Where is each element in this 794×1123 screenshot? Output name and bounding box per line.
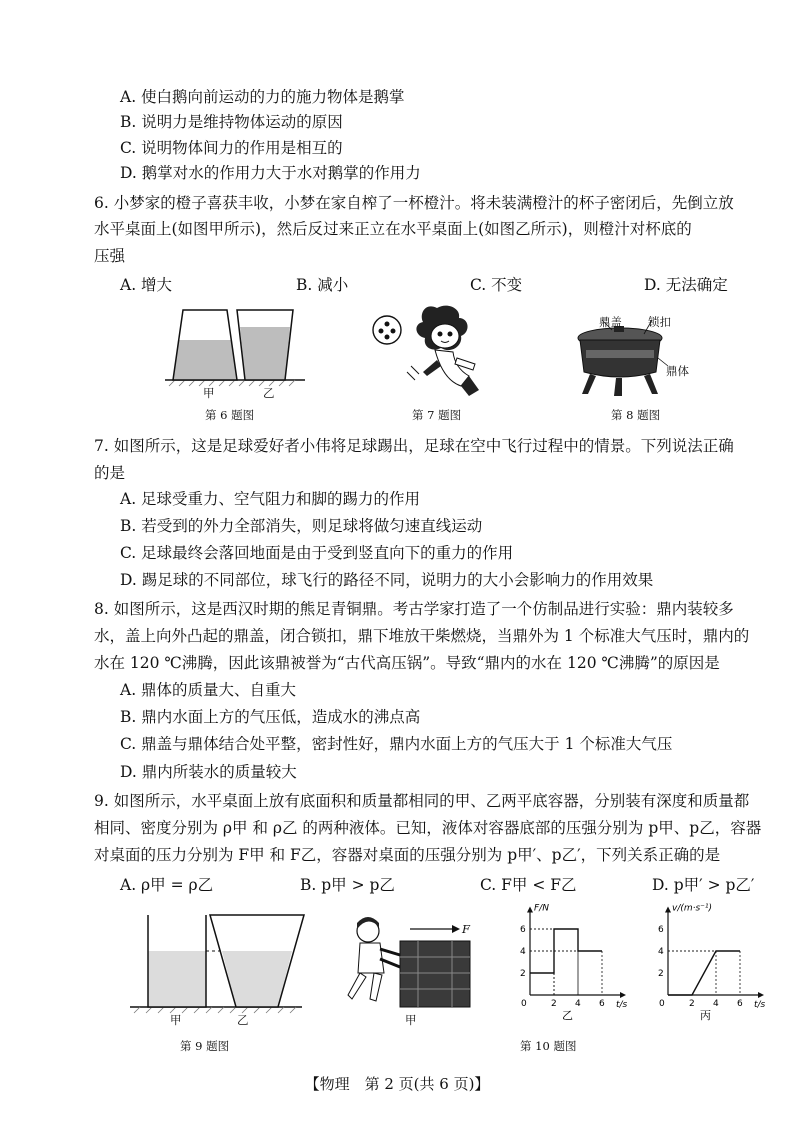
figure-9-containers xyxy=(130,915,305,1015)
q5-option-b: B. 说明力是维持物体运动的原因 xyxy=(120,113,343,131)
chart-bing-x-tick: 4 xyxy=(713,999,719,1009)
figure-9-label-yi: 乙 xyxy=(237,1013,249,1027)
figure-10-label-jia: 甲 xyxy=(405,1013,417,1027)
figure-8-caption: 第 8 题图 xyxy=(611,408,661,422)
chart-yi-y-tick: 6 xyxy=(520,925,526,935)
chart-yi-x-tick: 6 xyxy=(599,999,605,1009)
page-footer: 【物理 第 2 页(共 6 页)】 xyxy=(304,1075,490,1093)
chart-bing-x-tick: 6 xyxy=(737,999,743,1009)
chart-yi-y-tick: 2 xyxy=(520,969,526,979)
chart-yi-x-arrow-icon xyxy=(620,992,626,998)
q8-stem-line3: 水在 120 ℃沸腾，因此该鼎被誉为“古代高压锅”。导致“鼎内的水在 120 ℃沸腾”的原因是 xyxy=(94,654,720,672)
q8-stem-line1: 8. 如图所示，这是西汉时期的熊足青铜鼎。考古学家打造了一个仿制品进行实验：鼎内装较多 xyxy=(94,600,734,618)
figure-8-label-body: 鼎体 xyxy=(666,364,689,378)
figure-6-label-jia: 甲 xyxy=(203,386,215,400)
figure-6-caption: 第 6 题图 xyxy=(205,408,255,422)
q9-option-a: A. ρ甲 = ρ乙 xyxy=(120,876,214,894)
q7-option-c: C. 足球最终会落回地面是由于受到竖直向下的重力的作用 xyxy=(120,544,514,562)
q9-stem-line2: 相同、密度分别为 ρ甲 和 ρ乙 的两种液体。已知，液体对容器底部的压强分别为 p甲、p乙，容器 xyxy=(94,819,762,837)
chart-yi-origin-label: 0 xyxy=(521,999,527,1009)
q5-option-a: A. 使白鹅向前运动的力的施力物体是鹅掌 xyxy=(120,88,405,106)
chart-yi-title: 乙 xyxy=(562,1009,573,1022)
chart-yi-x-tick: 4 xyxy=(575,999,581,1009)
q8-stem-line2: 水，盖上向外凸起的鼎盖，闭合锁扣，鼎下堆放干柴燃烧，当鼎外为 1 个标准大气压时，鼎内的 xyxy=(94,627,750,645)
q8-option-a: A. 鼎体的质量大、自重大 xyxy=(120,681,297,699)
q6-option-a: A. 增大 xyxy=(120,276,173,294)
figure-10-caption: 第 10 题图 xyxy=(520,1039,577,1053)
figure-8-label-lock: 锁扣 xyxy=(648,315,671,329)
q6-stem-line1: 6. 小梦家的橙子喜获丰收，小梦在家自榨了一杯橙汁。将未装满橙汁的杯子密闭后，先倒立放 xyxy=(94,194,734,212)
q6-stem-line3: 压强 xyxy=(94,247,126,265)
chart-bing-origin-label: 0 xyxy=(659,999,665,1009)
chart-yi-x-label: t/s xyxy=(616,1000,628,1010)
q6-option-c: C. 不变 xyxy=(470,276,523,294)
figure-10-velocity-time-chart xyxy=(648,895,766,1022)
figure-6-cups xyxy=(165,305,315,400)
chart-bing-y-label: v/(m·s⁻¹) xyxy=(672,903,713,914)
chart-bing-title: 丙 xyxy=(700,1009,711,1022)
figure-7-soccer-mascot xyxy=(365,300,500,400)
q9-stem-line1: 9. 如图所示，水平桌面上放有底面积和质量都相同的甲、乙两平底容器，分别装有深度和质量都 xyxy=(94,792,750,810)
q7-option-b: B. 若受到的外力全部消失，则足球将做匀速直线运动 xyxy=(120,517,483,535)
figure-8-label-lid: 鼎盖 xyxy=(599,315,622,329)
q6-option-d: D. 无法确定 xyxy=(644,276,728,294)
figure-6-label-yi: 乙 xyxy=(263,386,275,400)
q7-stem-line1: 7. 如图所示，这是足球爱好者小伟将足球踢出，足球在空中飞行过程中的情景。下列说法正确 xyxy=(94,437,734,455)
q5-option-c: C. 说明物体间力的作用是相互的 xyxy=(120,139,343,157)
q7-option-a: A. 足球受重力、空气阻力和脚的踢力的作用 xyxy=(120,490,421,508)
q8-option-d: D. 鼎内所装水的质量较大 xyxy=(120,763,297,781)
figure-9-caption: 第 9 题图 xyxy=(180,1039,230,1053)
q8-option-c: C. 鼎盖与鼎体结合处平整，密封性好，鼎内水面上方的气压大于 1 个标准大气压 xyxy=(120,735,673,753)
q8-option-b: B. 鼎内水面上方的气压低，造成水的沸点高 xyxy=(120,708,421,726)
chart-bing-y-tick: 6 xyxy=(658,925,664,935)
figure-10-force-time-chart xyxy=(510,895,628,1022)
chart-yi-y-arrow-icon xyxy=(527,907,533,913)
chart-bing-x-tick: 2 xyxy=(689,999,695,1009)
q9-option-b: B. p甲 > p乙 xyxy=(300,876,395,894)
q9-option-c: C. F甲 < F乙 xyxy=(480,876,577,894)
chart-yi-x-tick: 2 xyxy=(551,999,557,1009)
q9-stem-line3: 对桌面的压力分别为 F甲 和 F乙，容器对桌面的压强分别为 p甲′、p乙′，下列关系正确的是 xyxy=(94,846,721,864)
chart-bing-x-label: t/s xyxy=(754,1000,766,1010)
chart-yi-y-label: F/N xyxy=(534,903,549,914)
chart-yi-y-tick: 4 xyxy=(520,947,526,957)
soccer-ball-icon xyxy=(373,316,401,344)
chart-bing-series-line xyxy=(668,951,740,995)
q7-stem-line2: 的是 xyxy=(94,464,126,482)
q5-option-d: D. 鹅掌对水的作用力大于水对鹅掌的作用力 xyxy=(120,164,421,182)
q6-option-b: B. 减小 xyxy=(296,276,349,294)
chart-bing-x-arrow-icon xyxy=(758,992,764,998)
q7-option-d: D. 踢足球的不同部位，球飞行的路径不同，说明力的大小会影响力的作用效果 xyxy=(120,571,654,589)
chart-bing-y-arrow-icon xyxy=(665,907,671,913)
chart-bing-y-tick: 4 xyxy=(658,947,664,957)
figure-10-force-label: F xyxy=(462,922,470,936)
q9-option-d: D. p甲′ > p乙′ xyxy=(652,876,755,894)
q6-stem-line2: 水平桌面上(如图甲所示)，然后反过来正立在水平桌面上(如图乙所示)，则橙汁对杯底的 xyxy=(94,220,692,238)
figure-10-boy-pushing-box xyxy=(340,915,480,1015)
figure-9-label-jia: 甲 xyxy=(170,1013,182,1027)
chart-bing-y-tick: 2 xyxy=(658,969,664,979)
figure-7-caption: 第 7 题图 xyxy=(412,408,462,422)
